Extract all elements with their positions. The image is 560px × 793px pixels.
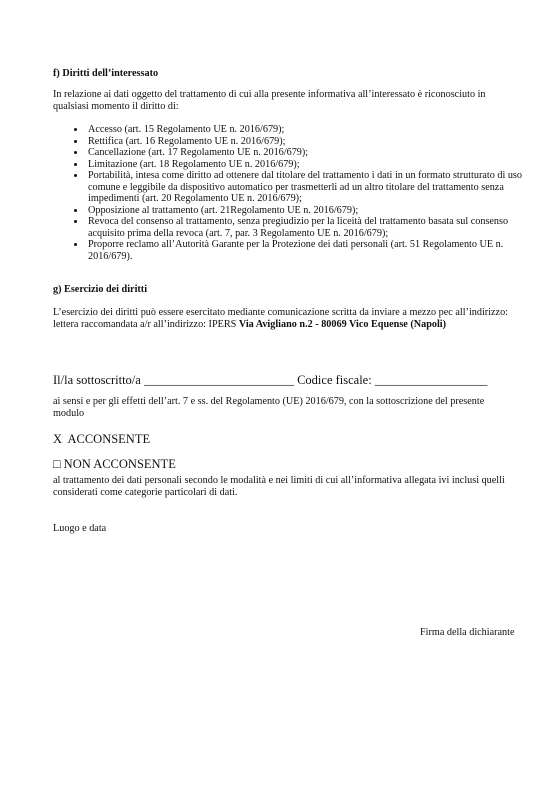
signature-label: Firma della dichiarante — [420, 627, 515, 638]
list-item: • Opposizione al trattamento (art. 21Regolamento UE n. 2016/679); — [86, 205, 526, 217]
list-item: • Proporre reclamo all’Autorità Garante per la Protezione dei dati personali (art. 51 Regolamento UE n. 2016/679). — [86, 239, 526, 262]
list-item: • Revoca del consenso al trattamento, senza pregiudizio per la liceità del trattamento basata sul consenso acquisito prima della revoca (art. 7, par. 3 Regolamento UE n. 2016/679); — [86, 216, 526, 239]
section-f-intro: In relazione ai dati oggetto del trattamento di cui alla presente informativa all’interessato è riconosciuto in qualsiasi momento il diritto di: — [53, 89, 486, 113]
section-g-address: Via Avigliano n.2 - 80069 Vico Equense (Napoli) — [238, 319, 447, 331]
section-g-text — [53, 307, 508, 332]
declaration-text: ai sensi e per gli effetti dell’art. 7 e ss. del Regolamento (UE) 2016/679, con la sottoscrizione del presente modulo — [53, 396, 485, 420]
no-consent-option: □ NON ACCONSENTE — [53, 457, 176, 471]
purpose-text: al trattamento dei dati personali secondo le modalità e nei limiti di cui all’informativa allegata ivi inclusi quelli considerati come categorie particolari di dati. — [53, 475, 505, 499]
list-item: • Cancellazione (art. 17 Regolamento UE n. 2016/679); — [86, 147, 526, 159]
list-item: • Rettifica (art. 16 Regolamento UE n. 2016/679); — [86, 136, 526, 148]
section-f-heading: f) Diritti dell’interessato — [53, 68, 159, 79]
list-item: • Accesso (art. 15 Regolamento UE n. 2016/679); — [86, 124, 526, 136]
section-g-body: L’esercizio dei diritti può essere esercitato mediante comunicazione scritta da inviare a mezzo pec all’indirizzo: lettera raccomandata a/r all’indirizzo: IPERS — [53, 307, 508, 331]
signature-line: Il/la sottoscritto/a ________________________ Codice fiscale: __________________ — [53, 373, 488, 387]
rights-list — [70, 124, 526, 262]
list-item: • Portabilità, intesa come diritto ad ottenere dal titolare del trattamento i dati in un formato strutturato di uso comune e leggibile da dispositivo automatico per trasmetterli ad un altro titolare del trattamento senza impedimenti (art. 20 Regolamento UE n. 2016/679); — [86, 170, 526, 205]
place-date-label: Luogo e data — [53, 523, 107, 534]
consent-option: X ACCONSENTE — [53, 432, 151, 446]
list-item: • Limitazione (art. 18 Regolamento UE n. 2016/679); — [86, 159, 526, 171]
section-g-heading: g) Esercizio dei diritti — [53, 284, 148, 295]
